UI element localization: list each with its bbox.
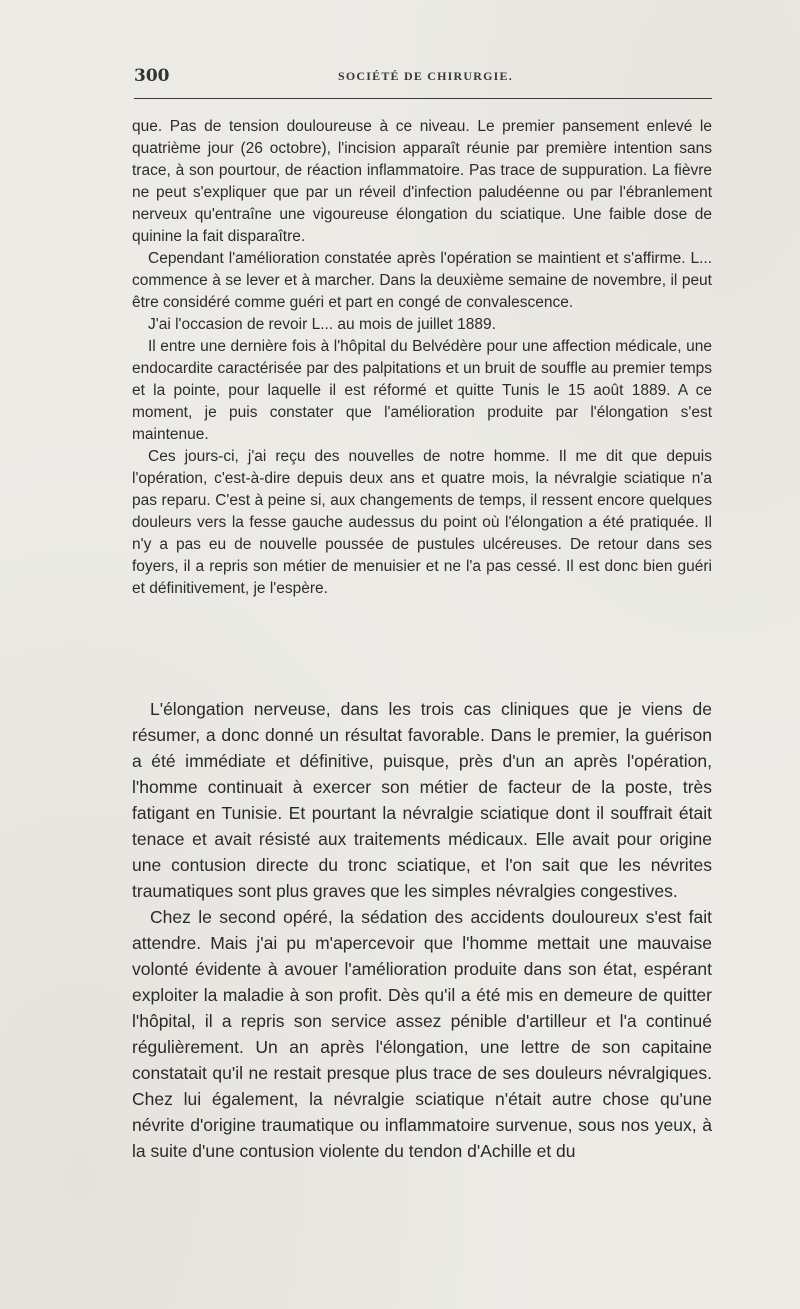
case-paragraph-1: que. Pas de tension douloureuse à ce niveau. Le premier pansement enlevé le quatrième jour (26 octobre), l'incision apparaît réunie par première intention sans trace, à son pourtour, de réaction inflammatoire. Pas trace de suppuration. La fièvre ne peut s'expliquer que par un réveil d'infection paludéenne ou par l'ébranlement nerveux qu'entraîne une vigoureuse élongation du sciatique. Une faible dose de quinine la fait disparaître. [132,118,712,245]
running-title: SOCIÉTÉ DE CHIRURGIE. [338,69,513,83]
case-paragraph-5: Ces jours-ci, j'ai reçu des nouvelles de notre homme. Il me dit que depuis l'opération, c'est-à-dire depuis deux ans et quatre mois, la névralgie sciatique n'a pas reparu. C'est à peine si, aux changements de temps, il ressent encore quelques douleurs vers la fesse gauche audessus du point où l'élongation a été pratiquée. Il n'y a pas eu de nouvelle poussée de pustules ulcéreuses. De retour dans ses foyers, il a repris son métier de menuisier et ne l'a pas cessé. Il est donc bien guéri et définitivement, je l'espère. [132,448,712,597]
discussion-paragraph-2: Chez le second opéré, la sédation des accidents douloureux s'est fait attendre. Mais j'ai pu m'apercevoir que l'homme mettait une mauvaise volonté évidente à avouer l'amélioration produite dans son état, espérant exploiter la maladie à son profit. Dès qu'il a été mis en demeure de quitter l'hôpital, il a repris son service assez pénible d'artilleur et l'a continué régulièrement. Un an après l'élongation, une lettre de son capitaine constatait qu'il ne restait presque plus trace de ses douleurs névralgiques. Chez lui également, la névralgie sciatique n'était autre chose qu'une névrite d'origine traumatique ou inflammatoire survenue, sous nos yeux, à la suite d'une contusion violente du tendon d'Achille et du [132,907,712,1161]
case-paragraph-2: Cependant l'amélioration constatée après l'opération se maintient et s'affirme. L... commence à se lever et à marcher. Dans la deuxième semaine de novembre, il peut être considéré comme guéri et part en congé de convalescence. [132,250,712,311]
header-rule [134,98,712,99]
case-report-section [132,116,712,600]
case-paragraph-4: Il entre une dernière fois à l'hôpital du Belvédère pour une affection médicale, une endocardite caractérisée par des palpitations et un bruit de souffle au premier temps et la pointe, pour laquelle il est réformé et quitte Tunis le 15 août 1889. A ce moment, je puis constater que l'amélioration produite par l'élongation s'est maintenue. [132,338,712,443]
case-paragraph-3: J'ai l'occasion de revoir L... au mois de juillet 1889. [148,316,496,333]
discussion-paragraph-1: L'élongation nerveuse, dans les trois cas cliniques que je viens de résumer, a donc donné un résultat favorable. Dans le premier, la guérison a été immédiate et définitive, puisque, près d'un an après l'opération, l'homme continuait à exercer son métier de facteur de la poste, très fatigant en Tunisie. Et pourtant la névralgie sciatique dont il souffrait était tenace et avait résisté aux traitements médicaux. Elle avait pour origine une contusion directe du tronc sciatique, et l'on sait que les névrites traumatiques sont plus graves que les simples névralgies congestives. [132,699,712,901]
page-header [134,66,712,88]
discussion-section [132,696,712,1164]
page-number: 300 [134,66,170,86]
